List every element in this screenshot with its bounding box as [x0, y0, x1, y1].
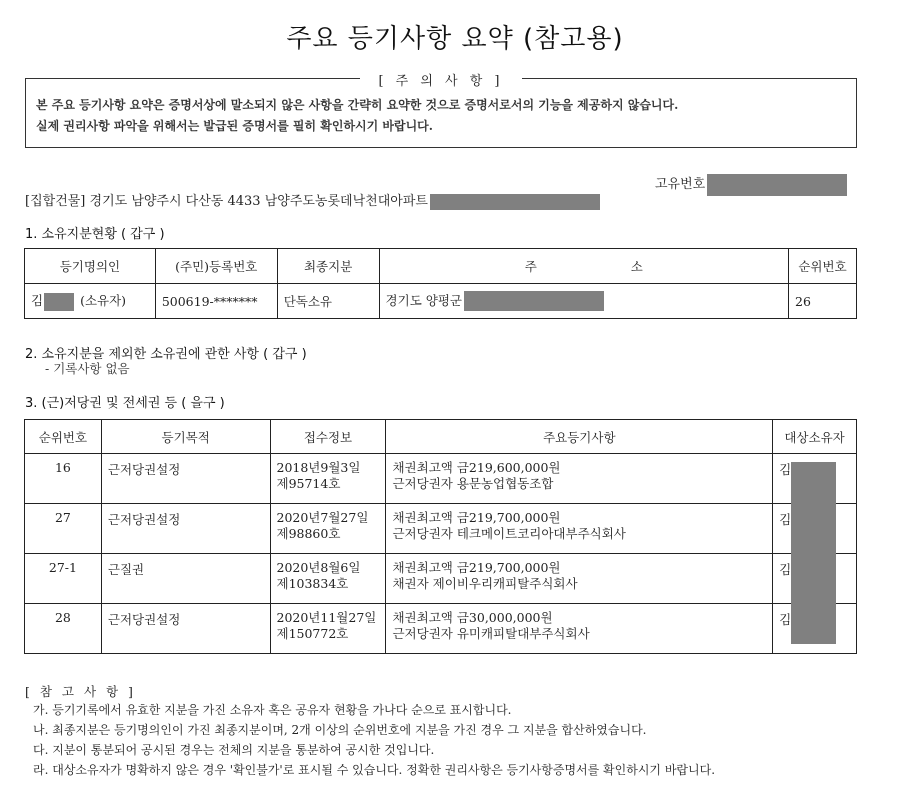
rank-cell: 28: [25, 604, 102, 654]
detail-line: 채권최고액 금219,700,000원: [392, 560, 561, 575]
ownership-table: [24, 248, 857, 319]
column-header: 최종지분: [277, 249, 379, 284]
notice-box: [25, 74, 857, 148]
unique-number: [655, 173, 847, 196]
table-row: [25, 554, 857, 604]
rank-cell: 27: [25, 504, 102, 554]
section-2-note: - 기록사항 없음: [45, 361, 130, 376]
purpose-cell: 근저당권설정: [101, 504, 270, 554]
receipt-date: 2020년8월6일: [276, 560, 361, 575]
table-header-row: [25, 420, 857, 454]
property-address: [25, 190, 600, 210]
detail-cell: [386, 454, 773, 504]
reference-item: 나. 최종지분은 등기명의인이 가진 최종지분이며, 2개 이상의 순위번호에 지분을 가진 경우 그 지분을 합산하였습니다.: [33, 723, 647, 737]
receipt-number: 제95714호: [276, 476, 341, 491]
column-header: (주민)등록번호: [155, 249, 277, 284]
owner-role: (소유자): [80, 293, 127, 309]
rank-cell: 16: [25, 454, 102, 504]
column-header: 주 소: [379, 249, 788, 284]
reg-number-cell: 500619-*******: [155, 284, 277, 319]
column-header: 대상소유자: [773, 420, 857, 454]
purpose-cell: 근저당권설정: [101, 604, 270, 654]
table-row: [25, 284, 857, 319]
receipt-date: 2018년9월3일: [276, 460, 361, 475]
receipt-date: 2020년7월27일: [276, 510, 369, 525]
reference-heading: [ 참 고 사 항 ]: [25, 684, 136, 699]
rank-cell: 27-1: [25, 554, 102, 604]
notice-heading: [ 주 의 사 항 ]: [360, 74, 521, 89]
target-owner: 김: [779, 562, 792, 577]
column-header: 주요등기사항: [386, 420, 773, 454]
redaction-box: [707, 174, 847, 196]
receipt-number: 제98860호: [276, 526, 341, 541]
redaction-box: [791, 462, 836, 644]
redaction-box: [464, 291, 604, 311]
detail-line: 근저당권자 용문농업협동조합: [392, 476, 554, 491]
detail-cell: [386, 604, 773, 654]
page-title: 주요 등기사항 요약 (참고용): [286, 24, 624, 54]
column-header: 순위번호: [25, 420, 102, 454]
target-owner: 김: [779, 512, 792, 527]
purpose-cell: 근질권: [101, 554, 270, 604]
target-owner: 김: [779, 462, 792, 477]
purpose-cell: 근저당권설정: [101, 454, 270, 504]
owner-name-cell: [25, 284, 156, 319]
redaction-box: [44, 293, 74, 311]
notice-line-1: 본 주요 등기사항 요약은 증명서상에 말소되지 않은 사항을 간략히 요약한 것으로 증명서로서의 기능을 제공하지 않습니다.: [36, 98, 679, 112]
mortgage-table: [24, 419, 857, 654]
owner-address: 경기도 양평군: [385, 292, 462, 308]
receipt-cell: [270, 604, 386, 654]
receipt-cell: [270, 554, 386, 604]
column-header: 접수정보: [270, 420, 386, 454]
detail-line: 채권최고액 금30,000,000원: [392, 610, 553, 625]
table-row: [25, 454, 857, 504]
section-1-title: 1. 소유지분현황 ( 갑구 ): [25, 227, 165, 242]
reference-item: 다. 지분이 통분되어 공시된 경우는 전체의 지분을 통분하여 공시한 것입니다.: [33, 743, 435, 757]
detail-line: 근저당권자 테크메이트코리아대부주식회사: [392, 526, 626, 541]
owner-cell: [773, 454, 857, 504]
section-3-title: 3. (근)저당권 및 전세권 등 ( 을구 ): [25, 396, 225, 411]
column-header: 순위번호: [789, 249, 857, 284]
detail-line: 채권최고액 금219,600,000원: [392, 460, 561, 475]
reference-list: [33, 700, 853, 780]
property-address-text: [집합건물] 경기도 남양주시 다산동 4433 남양주도농롯데낙천대아파트: [25, 194, 428, 209]
address-cell: [379, 284, 788, 319]
table-header-row: [25, 249, 857, 284]
table-row: [25, 504, 857, 554]
unique-number-label: 고유번호: [655, 177, 706, 192]
notice-line-2: 실제 권리사항 파악을 위해서는 발급된 증명서를 필히 확인하시기 바랍니다.: [36, 119, 433, 133]
table-row: [25, 604, 857, 654]
owner-name: 김: [31, 293, 44, 309]
receipt-date: 2020년11월27일: [276, 610, 377, 625]
detail-line: 채권자 제이비우리캐피탈주식회사: [392, 576, 578, 591]
column-header: 등기목적: [101, 420, 270, 454]
detail-cell: [386, 504, 773, 554]
column-header: 등기명의인: [25, 249, 156, 284]
reference-item: 라. 대상소유자가 명확하지 않은 경우 '확인불가'로 표시될 수 있습니다. 정확한 권리사항은 등기사항증명서를 확인하시기 바랍니다.: [33, 763, 716, 777]
detail-cell: [386, 554, 773, 604]
reference-item: 가. 등기기록에서 유효한 지분을 가진 소유자 혹은 공유자 현황을 가나다 순으로 표시합니다.: [33, 703, 512, 717]
target-owner: 김: [779, 612, 792, 627]
share-cell: 단독소유: [277, 284, 379, 319]
receipt-cell: [270, 454, 386, 504]
receipt-cell: [270, 504, 386, 554]
section-2-title: 2. 소유지분을 제외한 소유권에 관한 사항 ( 갑구 ): [25, 347, 307, 362]
rank-cell: 26: [789, 284, 857, 319]
detail-line: 채권최고액 금219,700,000원: [392, 510, 561, 525]
receipt-number: 제150772호: [276, 626, 349, 641]
detail-line: 근저당권자 유미캐피탈대부주식회사: [392, 626, 590, 641]
redaction-box: [430, 194, 600, 210]
receipt-number: 제103834호: [276, 576, 349, 591]
